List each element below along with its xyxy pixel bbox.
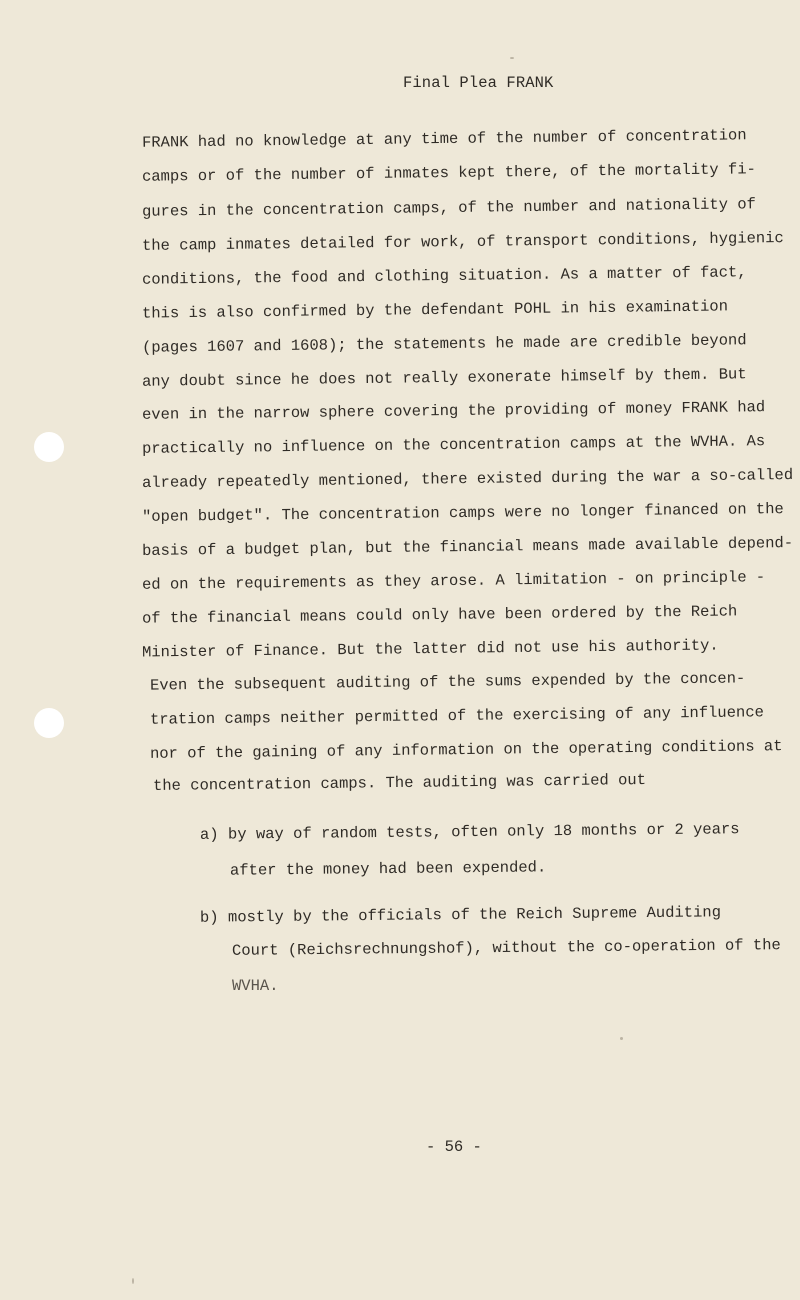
body-line: Even the subsequent auditing of the sums expended by the concen- [149, 669, 746, 695]
body-line: the concentration camps. The auditing was carried out [152, 770, 647, 796]
list-item-text: by way of random tests, often only 18 months or 2 years [227, 820, 740, 844]
body-line: (pages 1607 and 1608); the statements he made are credible beyond [141, 331, 747, 357]
list-label: a) [199, 825, 219, 844]
body-line: practically no influence on the concentration camps at the WVHA. As [141, 432, 766, 458]
paper-speck [620, 1037, 623, 1040]
paper-speck [132, 1278, 134, 1284]
page-number: - 56 - [426, 1138, 482, 1156]
body-line: ed on the requirements as they arose. A limitation - on principle - [141, 568, 766, 594]
body-line: nor of the gaining of any information on the operating conditions at [149, 737, 783, 763]
body-line: gures in the concentration camps, of the number and nationality of [141, 195, 756, 221]
paper-speck [510, 57, 514, 59]
body-line: Minister of Finance. But the latter did not use his authority. [141, 636, 719, 662]
list-item-text: Court (Reichsrechnungshof), without the co-operation of the [231, 936, 781, 960]
body-line: basis of a budget plan, but the financial means made available depend- [141, 534, 794, 560]
punch-hole-bottom [34, 708, 64, 738]
body-line: of the financial means could only have been ordered by the Reich [141, 602, 738, 628]
body-line: tration camps neither permitted of the exercising of any influence [149, 703, 764, 729]
body-line: even in the narrow sphere covering the providing of money FRANK had [141, 398, 766, 424]
list-item-text: mostly by the officials of the Reich Supreme Auditing [227, 903, 722, 927]
list-item-b [200, 902, 721, 927]
list-item-text: after the money had been expended. [229, 858, 547, 880]
list-item-a [200, 819, 740, 845]
body-line: camps or of the number of inmates kept there, of the mortality fi- [141, 160, 756, 186]
punch-hole-top [34, 432, 64, 462]
body-line: any doubt since he does not really exonerate himself by them. But [141, 365, 747, 391]
body-line: already repeatedly mentioned, there existed during the war a so-called [141, 466, 794, 492]
list-item-text: WVHA. [232, 977, 279, 995]
body-line: "open budget". The concentration camps were no longer financed on the [141, 500, 784, 526]
body-line: this is also confirmed by the defendant POHL in his examination [141, 297, 729, 323]
page-header: Final Plea FRANK [403, 74, 554, 92]
body-line: FRANK had no knowledge at any time of the number of concentration [141, 126, 747, 152]
body-line: conditions, the food and clothing situation. As a matter of fact, [141, 263, 747, 289]
body-line: the camp inmates detailed for work, of transport conditions, hygienic [141, 229, 784, 255]
list-label: b) [199, 908, 219, 927]
